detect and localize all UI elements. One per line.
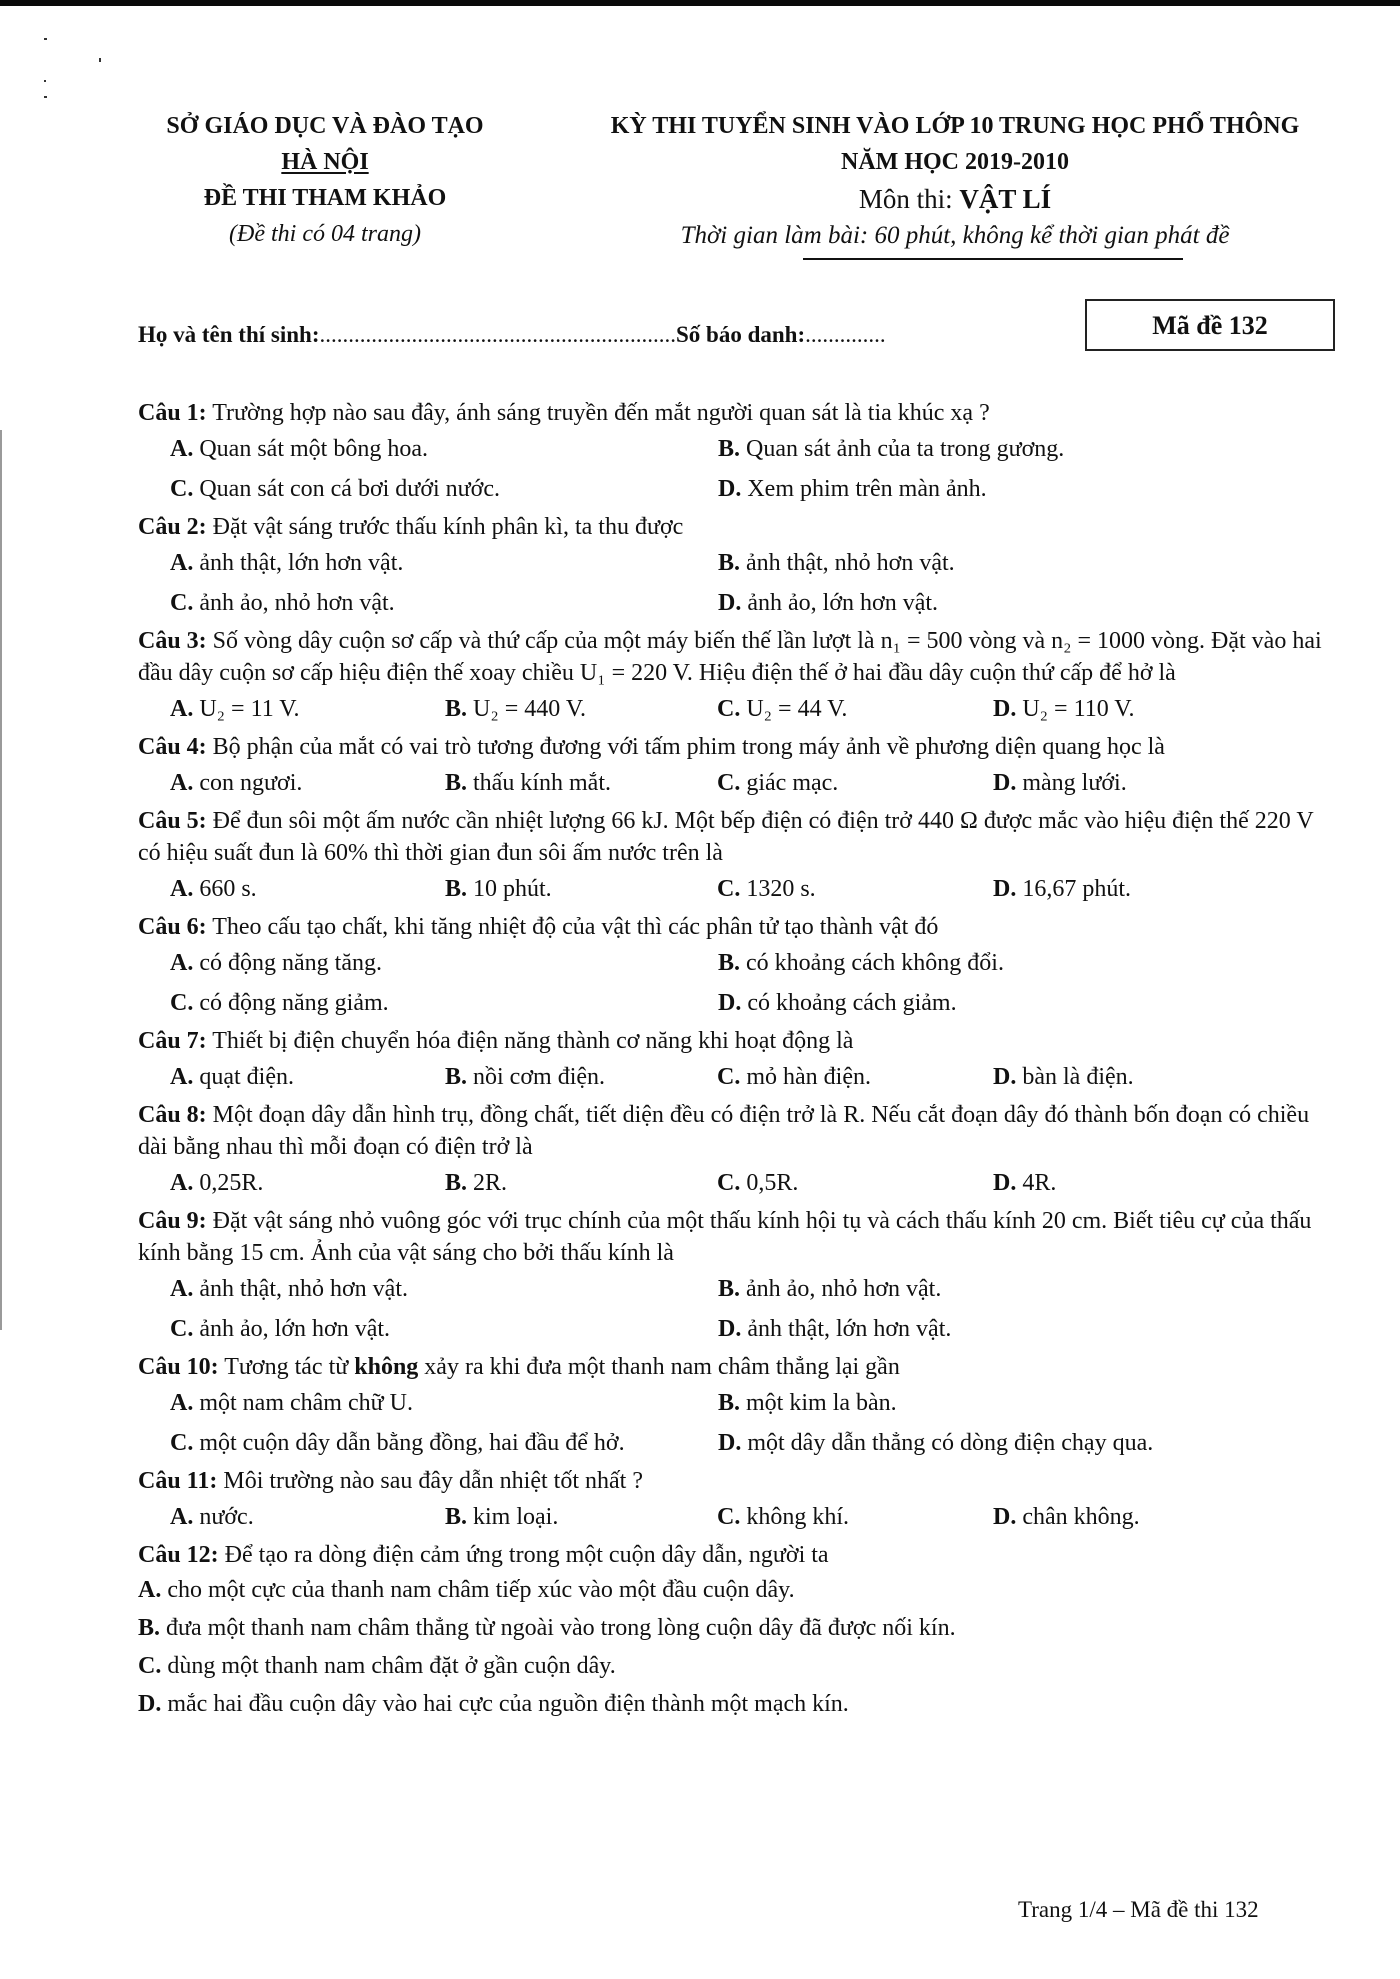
option-letter: D. bbox=[138, 1691, 162, 1717]
question-3 bbox=[138, 623, 1338, 729]
options-row bbox=[138, 1383, 1338, 1423]
answer-option-d[interactable] bbox=[718, 1309, 951, 1349]
question-stem bbox=[138, 1537, 1338, 1571]
answer-option-a[interactable] bbox=[170, 943, 382, 983]
option-letter: B. bbox=[445, 1504, 468, 1530]
option-text: ảnh ảo, nhỏ hơn vật. bbox=[193, 590, 395, 616]
option-letter: D. bbox=[718, 476, 742, 502]
answer-option-b[interactable] bbox=[445, 1497, 558, 1537]
option-letter: D. bbox=[993, 876, 1017, 902]
scan-speck bbox=[99, 58, 101, 62]
question-number: Câu 8: bbox=[138, 1102, 207, 1128]
answer-option-c[interactable] bbox=[170, 1423, 625, 1463]
question-stem bbox=[138, 729, 1338, 763]
option-text: mỏ hàn điện. bbox=[740, 1064, 871, 1090]
option-text: không khí. bbox=[740, 1504, 850, 1530]
option-text: 10 phút. bbox=[467, 876, 552, 902]
question-6 bbox=[138, 909, 1338, 1023]
question-stem bbox=[138, 1463, 1338, 1497]
answer-option-b[interactable] bbox=[718, 1383, 897, 1423]
question-number: Câu 2: bbox=[138, 514, 207, 540]
question-9 bbox=[138, 1203, 1338, 1349]
answer-option-b[interactable] bbox=[718, 543, 955, 583]
question-stem bbox=[138, 909, 1338, 943]
answer-option-a[interactable] bbox=[170, 543, 403, 583]
option-text: có khoảng cách giảm. bbox=[741, 990, 957, 1016]
subject-label: Môn thi: bbox=[858, 184, 960, 214]
options-row bbox=[138, 1423, 1338, 1463]
answer-option-c[interactable] bbox=[170, 469, 500, 509]
question-text: Số vòng dây cuộn sơ cấp và thứ cấp của một máy biến thế lần lượt là n₁ = 500 vòng và n₂ = 1000 vòng. Đặt vào hai đầu dây cuộn sơ cấp hiệu điện thế xoay chiều U₁ = 220 V. Hiệu điện thế ở hai đầu dây cuộn thứ cấp để hở là bbox=[138, 628, 1322, 686]
option-text: ảnh ảo, lớn hơn vật. bbox=[741, 590, 939, 616]
option-text: một nam châm chữ U. bbox=[193, 1390, 413, 1416]
question-8 bbox=[138, 1097, 1338, 1203]
question-stem bbox=[138, 395, 1338, 429]
candidate-id-label: Số báo danh: bbox=[675, 322, 806, 347]
option-text: ảnh ảo, nhỏ hơn vật. bbox=[740, 1276, 942, 1302]
question-stem bbox=[138, 509, 1338, 543]
option-text: 0,25R. bbox=[193, 1170, 264, 1196]
option-letter: C. bbox=[170, 476, 194, 502]
option-text: U₂ = 110 V. bbox=[1016, 696, 1135, 722]
question-4 bbox=[138, 729, 1338, 803]
question-number: Câu 1: bbox=[138, 400, 207, 426]
answer-option-c[interactable] bbox=[717, 1497, 849, 1537]
answer-option-b[interactable] bbox=[718, 429, 1064, 469]
option-letter: A. bbox=[170, 1504, 194, 1530]
question-10 bbox=[138, 1349, 1338, 1463]
question-text: xảy ra khi đưa một thanh nam châm thẳng lại gần bbox=[418, 1354, 900, 1380]
options-row bbox=[138, 1571, 1338, 1609]
option-letter: D. bbox=[718, 1430, 742, 1456]
option-text: Xem phim trên màn ảnh. bbox=[741, 476, 987, 502]
options-row bbox=[138, 689, 1338, 729]
scan-speck bbox=[44, 38, 47, 40]
question-text: Để đun sôi một ấm nước cần nhiệt lượng 66 kJ. Một bếp điện có điện trở 440 Ω được mắc vào hiệu điện thế 220 V có hiệu suất đun là 60% thì thời gian đun sôi ấm nước trên là bbox=[138, 808, 1314, 866]
option-letter: A. bbox=[170, 1390, 194, 1416]
question-number: Câu 11: bbox=[138, 1468, 218, 1494]
question-number: Câu 5: bbox=[138, 808, 207, 834]
answer-option-a[interactable] bbox=[138, 1571, 1338, 1609]
option-letter: B. bbox=[445, 876, 468, 902]
answer-option-a[interactable] bbox=[170, 763, 302, 803]
option-letter: A. bbox=[170, 550, 194, 576]
option-letter: C. bbox=[138, 1653, 162, 1679]
answer-option-d[interactable] bbox=[993, 1163, 1056, 1203]
page-count-note: (Đề thi có 04 trang) bbox=[229, 221, 421, 247]
option-text: ảnh thật, lớn hơn vật. bbox=[741, 1316, 952, 1342]
options-row bbox=[138, 1609, 1338, 1647]
answer-option-d[interactable] bbox=[993, 1057, 1134, 1097]
option-text: giác mạc. bbox=[740, 770, 839, 796]
department-city: HÀ NỘI bbox=[281, 149, 369, 175]
header-right bbox=[560, 108, 1350, 254]
option-letter: D. bbox=[718, 990, 742, 1016]
option-letter: C. bbox=[717, 1170, 741, 1196]
option-letter: A. bbox=[170, 950, 194, 976]
option-text: đưa một thanh nam châm thẳng từ ngoài vào trong lòng cuộn dây đã được nối kín. bbox=[160, 1615, 956, 1641]
question-number: Câu 12: bbox=[138, 1542, 219, 1568]
answer-option-c[interactable] bbox=[138, 1647, 1338, 1685]
answer-option-d[interactable] bbox=[718, 1423, 1153, 1463]
answer-option-d[interactable] bbox=[718, 469, 987, 509]
option-text: 660 s. bbox=[193, 876, 257, 902]
option-text: kim loại. bbox=[467, 1504, 559, 1530]
answer-option-a[interactable] bbox=[170, 869, 257, 909]
option-text: có khoảng cách không đổi. bbox=[740, 950, 1004, 976]
department-name: SỞ GIÁO DỤC VÀ ĐÀO TẠO bbox=[166, 113, 484, 139]
option-letter: A. bbox=[170, 770, 194, 796]
option-letter: A. bbox=[170, 1170, 194, 1196]
option-letter: C. bbox=[717, 696, 741, 722]
question-text: Trường hợp nào sau đây, ánh sáng truyền đến mắt người quan sát là tia khúc xạ ? bbox=[206, 400, 990, 426]
answer-option-b[interactable] bbox=[718, 1269, 941, 1309]
options-row bbox=[138, 1647, 1338, 1685]
answer-option-c[interactable] bbox=[170, 583, 395, 623]
answer-option-d[interactable] bbox=[718, 983, 957, 1023]
exam-code-box: Mã đề 132 bbox=[1085, 299, 1335, 351]
question-number: Câu 10: bbox=[138, 1354, 219, 1380]
time-underline bbox=[803, 258, 1183, 260]
option-text: có động năng tăng. bbox=[193, 950, 382, 976]
options-row bbox=[138, 1163, 1338, 1203]
question-stem bbox=[138, 803, 1338, 869]
question-list bbox=[138, 395, 1338, 1723]
option-text: U₂ = 440 V. bbox=[467, 696, 587, 722]
question-emphasis: không bbox=[354, 1354, 419, 1380]
question-number: Câu 4: bbox=[138, 734, 207, 760]
option-letter: D. bbox=[993, 770, 1017, 796]
options-row bbox=[138, 869, 1338, 909]
answer-option-a[interactable] bbox=[170, 1383, 413, 1423]
question-number: Câu 6: bbox=[138, 914, 207, 940]
option-letter: A. bbox=[138, 1577, 162, 1603]
exam-title: KỲ THI TUYỂN SINH VÀO LỚP 10 TRUNG HỌC PHỔ THÔNG bbox=[610, 113, 1300, 139]
option-letter: C. bbox=[717, 1064, 741, 1090]
answer-option-c[interactable] bbox=[170, 983, 389, 1023]
answer-option-a[interactable] bbox=[170, 1497, 254, 1537]
option-text: nước. bbox=[193, 1504, 254, 1530]
answer-option-a[interactable] bbox=[170, 1057, 294, 1097]
question-stem bbox=[138, 1203, 1338, 1269]
answer-option-d[interactable] bbox=[993, 869, 1131, 909]
answer-option-c[interactable] bbox=[717, 763, 838, 803]
option-letter: D. bbox=[993, 696, 1017, 722]
question-11 bbox=[138, 1463, 1338, 1537]
option-text: Quan sát ảnh của ta trong gương. bbox=[740, 436, 1065, 462]
answer-option-b[interactable] bbox=[445, 689, 586, 729]
option-letter: D. bbox=[718, 590, 742, 616]
option-text: một kim la bàn. bbox=[740, 1390, 897, 1416]
option-letter: B. bbox=[718, 950, 741, 976]
question-text: Môi trường nào sau đây dẫn nhiệt tốt nhất ? bbox=[217, 1468, 643, 1494]
option-letter: B. bbox=[718, 436, 741, 462]
answer-option-b[interactable] bbox=[445, 763, 611, 803]
option-letter: D. bbox=[993, 1504, 1017, 1530]
options-row bbox=[138, 429, 1338, 469]
answer-option-d[interactable] bbox=[993, 689, 1135, 729]
option-text: 1320 s. bbox=[740, 876, 816, 902]
option-text: U₂ = 44 V. bbox=[740, 696, 848, 722]
time-note bbox=[681, 218, 1230, 254]
option-letter: B. bbox=[445, 1064, 468, 1090]
option-letter: C. bbox=[170, 590, 194, 616]
option-text: 0,5R. bbox=[740, 1170, 799, 1196]
exam-kind: ĐỀ THI THAM KHẢO bbox=[203, 185, 447, 211]
subject-name: VẬT LÍ bbox=[959, 184, 1052, 214]
option-text: một dây dẫn thẳng có dòng điện chạy qua. bbox=[741, 1430, 1154, 1456]
options-row bbox=[138, 1497, 1338, 1537]
options-row bbox=[138, 983, 1338, 1023]
options-row bbox=[138, 943, 1338, 983]
option-text: cho một cực của thanh nam châm tiếp xúc vào một đầu cuộn dây. bbox=[161, 1577, 795, 1603]
question-number: Câu 7: bbox=[138, 1028, 207, 1054]
option-letter: D. bbox=[718, 1316, 742, 1342]
answer-option-c[interactable] bbox=[717, 1057, 871, 1097]
time-note-text: Thời gian làm bài: 60 phút, không kể thời gian phát đề bbox=[680, 222, 1230, 249]
answer-option-b[interactable] bbox=[718, 943, 1004, 983]
options-row bbox=[138, 583, 1338, 623]
question-stem bbox=[138, 1349, 1338, 1383]
option-text: thấu kính mắt. bbox=[467, 770, 611, 796]
answer-option-c[interactable] bbox=[170, 1309, 390, 1349]
option-letter: A. bbox=[170, 436, 194, 462]
option-text: ảnh ảo, lớn hơn vật. bbox=[193, 1316, 391, 1342]
option-letter: A. bbox=[170, 1276, 194, 1302]
options-row bbox=[138, 1057, 1338, 1097]
option-text: 4R. bbox=[1016, 1170, 1057, 1196]
option-letter: A. bbox=[170, 1064, 194, 1090]
school-year: NĂM HỌC 2019-2010 bbox=[841, 149, 1069, 175]
answer-option-d[interactable] bbox=[993, 1497, 1140, 1537]
option-text: Quan sát con cá bơi dưới nước. bbox=[193, 476, 501, 502]
options-row bbox=[138, 1309, 1338, 1349]
option-letter: B. bbox=[718, 1276, 741, 1302]
question-text: Theo cấu tạo chất, khi tăng nhiệt độ của vật thì các phân tử tạo thành vật đó bbox=[206, 914, 939, 940]
option-letter: C. bbox=[717, 876, 741, 902]
options-row bbox=[138, 543, 1338, 583]
page-footer: Trang 1/4 – Mã đề thi 132 bbox=[1018, 1897, 1259, 1922]
question-12 bbox=[138, 1537, 1338, 1723]
answer-option-c[interactable] bbox=[717, 1163, 798, 1203]
answer-option-a[interactable] bbox=[170, 1269, 408, 1309]
answer-option-a[interactable] bbox=[170, 1163, 263, 1203]
option-text: 2R. bbox=[467, 1170, 508, 1196]
answer-option-a[interactable] bbox=[170, 429, 428, 469]
question-text: Tương tác từ bbox=[218, 1354, 355, 1380]
answer-option-d[interactable] bbox=[138, 1685, 1338, 1723]
option-text: ảnh thật, nhỏ hơn vật. bbox=[193, 1276, 408, 1302]
option-text: chân không. bbox=[1016, 1504, 1140, 1530]
question-text: Đặt vật sáng nhỏ vuông góc với trục chính của một thấu kính hội tụ và cách thấu kính 20 cm. Biết tiêu cự của thấu kính bằng 15 cm. Ảnh của vật sáng cho bởi thấu kính là bbox=[138, 1208, 1312, 1266]
option-letter: B. bbox=[718, 550, 741, 576]
question-1 bbox=[138, 395, 1338, 509]
option-letter: C. bbox=[170, 1430, 194, 1456]
option-letter: D. bbox=[993, 1170, 1017, 1196]
answer-option-b[interactable] bbox=[445, 1057, 605, 1097]
answer-option-b[interactable] bbox=[445, 869, 552, 909]
time-line-wrap bbox=[560, 218, 1350, 254]
answer-option-c[interactable] bbox=[717, 689, 847, 729]
header-left bbox=[130, 108, 520, 252]
option-letter: A. bbox=[170, 696, 194, 722]
answer-option-a[interactable] bbox=[170, 689, 300, 729]
question-text: Đặt vật sáng trước thấu kính phân kì, ta thu được bbox=[206, 514, 684, 540]
option-letter: B. bbox=[138, 1615, 161, 1641]
option-text: có động năng giảm. bbox=[193, 990, 389, 1016]
option-letter: C. bbox=[717, 770, 741, 796]
option-text: quạt điện. bbox=[193, 1064, 294, 1090]
answer-option-c[interactable] bbox=[717, 869, 816, 909]
question-number: Câu 9: bbox=[138, 1208, 207, 1234]
candidate-name-label: Họ và tên thí sinh: bbox=[138, 322, 320, 347]
options-row bbox=[138, 763, 1338, 803]
option-text: U₂ = 11 V. bbox=[193, 696, 300, 722]
option-letter: C. bbox=[170, 1316, 194, 1342]
option-text: nồi cơm điện. bbox=[467, 1064, 606, 1090]
option-letter: A. bbox=[170, 876, 194, 902]
answer-option-b[interactable] bbox=[445, 1163, 507, 1203]
scan-border-left bbox=[0, 430, 2, 1330]
question-stem bbox=[138, 1097, 1338, 1163]
option-text: dùng một thanh nam châm đặt ở gần cuộn dây. bbox=[161, 1653, 616, 1679]
option-text: ảnh thật, lớn hơn vật. bbox=[193, 550, 404, 576]
option-text: màng lưới. bbox=[1016, 770, 1127, 796]
option-letter: C. bbox=[170, 990, 194, 1016]
answer-option-d[interactable] bbox=[718, 583, 938, 623]
option-text: mắc hai đầu cuộn dây vào hai cực của nguồn điện thành một mạch kín. bbox=[161, 1691, 849, 1717]
question-text: Để tạo ra dòng điện cảm ứng trong một cuộn dây dẫn, người ta bbox=[218, 1542, 829, 1568]
scan-speck bbox=[44, 80, 46, 82]
question-2 bbox=[138, 509, 1338, 623]
question-text: Bộ phận của mắt có vai trò tương đương với tấm phim trong máy ảnh về phương diện quang học là bbox=[206, 734, 1165, 760]
option-letter: B. bbox=[445, 696, 468, 722]
options-row bbox=[138, 1685, 1338, 1723]
question-stem bbox=[138, 1023, 1338, 1057]
option-letter: B. bbox=[445, 770, 468, 796]
option-text: 16,67 phút. bbox=[1016, 876, 1132, 902]
question-stem bbox=[138, 623, 1338, 689]
question-text: Thiết bị điện chuyển hóa điện năng thành cơ năng khi hoạt động là bbox=[206, 1028, 854, 1054]
subject-line bbox=[560, 180, 1350, 218]
answer-option-d[interactable] bbox=[993, 763, 1127, 803]
options-row bbox=[138, 469, 1338, 509]
candidate-id-field[interactable]: .............. bbox=[805, 322, 886, 347]
option-letter: C. bbox=[717, 1504, 741, 1530]
scan-speck bbox=[44, 96, 47, 98]
option-text: bàn là điện. bbox=[1016, 1064, 1134, 1090]
option-letter: B. bbox=[445, 1170, 468, 1196]
option-letter: D. bbox=[993, 1064, 1017, 1090]
question-number: Câu 3: bbox=[138, 628, 207, 654]
option-text: ảnh thật, nhỏ hơn vật. bbox=[740, 550, 955, 576]
option-text: con ngươi. bbox=[193, 770, 303, 796]
candidate-info bbox=[138, 322, 886, 348]
question-7 bbox=[138, 1023, 1338, 1097]
candidate-name-field[interactable]: .............................................................. bbox=[319, 322, 676, 347]
question-5 bbox=[138, 803, 1338, 909]
question-text: Một đoạn dây dẫn hình trụ, đồng chất, tiết diện đều có điện trở là R. Nếu cắt đoạn dây đó thành bốn đoạn có chiều dài bằng nhau thì mỗi đoạn có điện trở là bbox=[138, 1102, 1310, 1160]
options-row bbox=[138, 1269, 1338, 1309]
option-text: một cuộn dây dẫn bằng đồng, hai đầu để hở. bbox=[193, 1430, 625, 1456]
scan-border-top bbox=[0, 0, 1400, 6]
option-text: Quan sát một bông hoa. bbox=[193, 436, 428, 462]
option-letter: B. bbox=[718, 1390, 741, 1416]
answer-option-b[interactable] bbox=[138, 1609, 1338, 1647]
